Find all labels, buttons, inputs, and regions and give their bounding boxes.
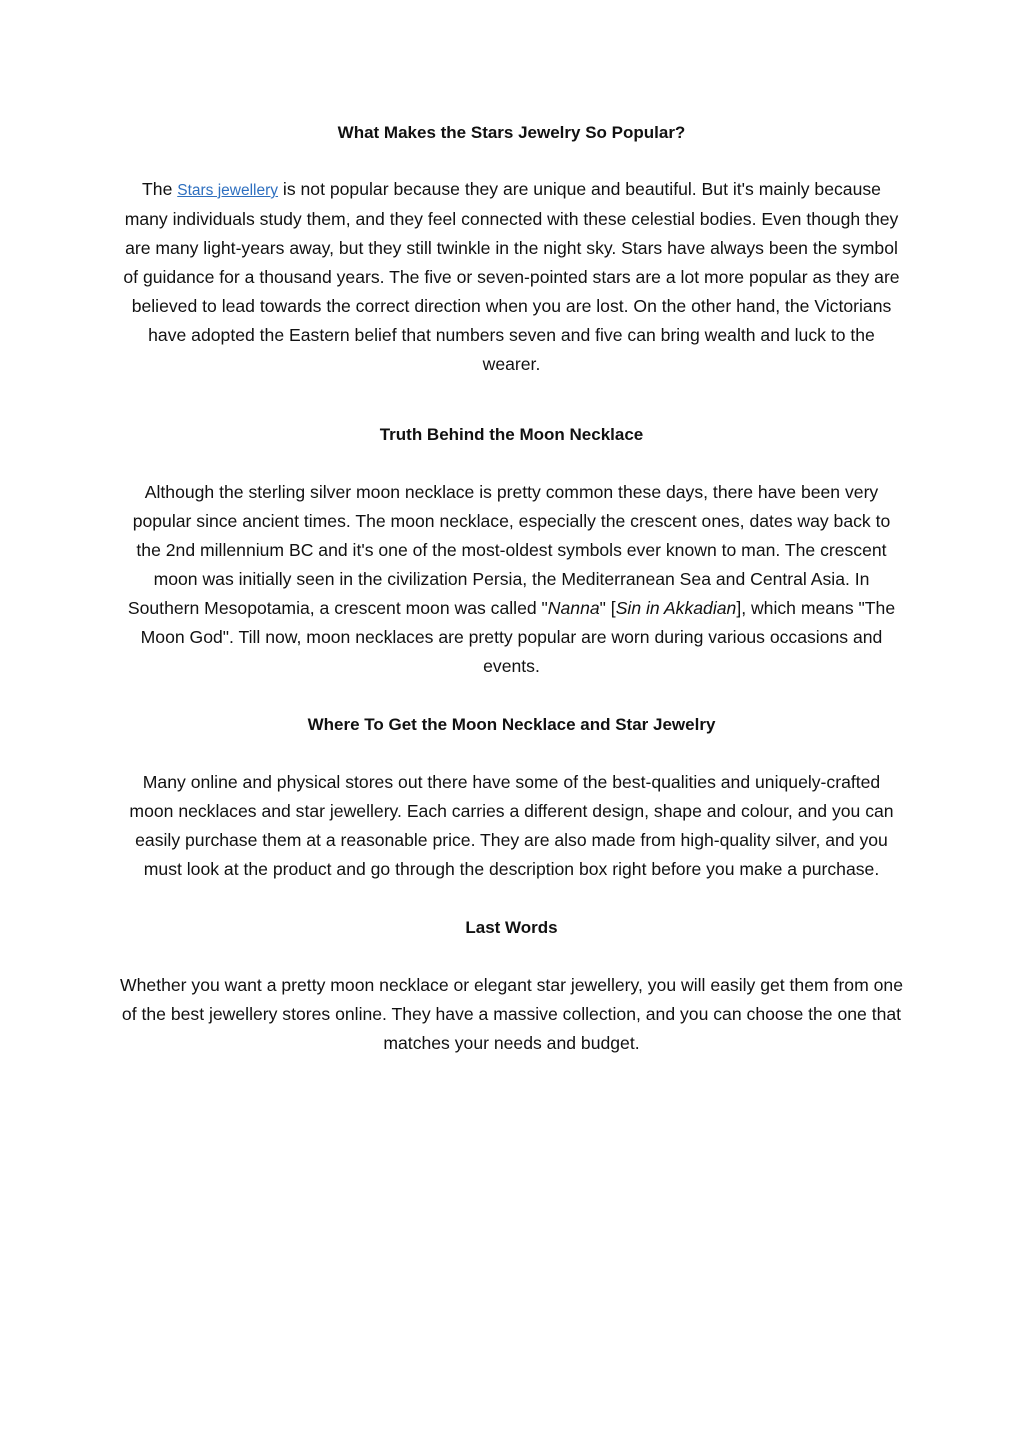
heading-moon-necklace: Truth Behind the Moon Necklace [379, 425, 644, 444]
italic-nanna: Nanna [547, 598, 600, 618]
stars-jewellery-link[interactable]: Stars jewellery [177, 182, 279, 199]
paragraph-last-words: Whether you want a pretty moon necklace or elegant star jewellery, you will easily get them from one of the best jewellery stores online. They have a massive collection, and you can choose the one that matches your needs and budget. [120, 975, 903, 1053]
paragraph-stars-jewelry [120, 175, 903, 379]
paragraph-part2: " [ [599, 598, 616, 618]
paragraph-moon-necklace [120, 478, 903, 681]
paragraph-where-to-get: Many online and physical stores out there have some of the best-qualities and uniquely-crafted moon necklaces and star jewellery. Each carries a different design, shape and colour, and you can easily purchase them at a reasonable price. They are also made from high-quality silver, and you must look at the product and go through the description box right before you make a purchase. [129, 772, 894, 879]
heading-last-words: Last Words [465, 918, 558, 937]
document-page [120, 118, 903, 1058]
heading-where-to-get: Where To Get the Moon Necklace and Star Jewelry [307, 715, 716, 734]
paragraph-part3: ], which means "The Moon God". Till now, moon necklaces are pretty popular are worn during various occasions and events. [140, 598, 896, 676]
paragraph-part1: Although the sterling silver moon necklace is pretty common these days, there have been very popular since ancient times. The moon necklace, especially the crescent ones, dates way back to the 2nd millennium BC and it's one of the most-oldest symbols ever known to man. The crescent moon was initially seen in the civilization Persia, the Mediterranean Sea and Central Asia. In Southern Mesopotamia, a crescent moon was called " [127, 482, 891, 618]
paragraph-rest: is not popular because they are unique and beautiful. But it's mainly because many individuals study them, and they feel connected with these celestial bodies. Even though they are many light-years away, but they still twinkle in the night sky. Stars have always been the symbol of guidance for a thousand years. The five or seven-pointed stars are a lot more popular as they are believed to lead towards the correct direction when you are lost. On the other hand, the Victorians have adopted the Eastern belief that numbers seven and five can bring wealth and luck to the wearer. [123, 179, 900, 374]
heading-stars-jewelry: What Makes the Stars Jewelry So Popular? [337, 123, 686, 142]
italic-sin-in-akkadian: Sin in Akkadian [615, 598, 737, 618]
paragraph-lead: The [142, 179, 178, 199]
